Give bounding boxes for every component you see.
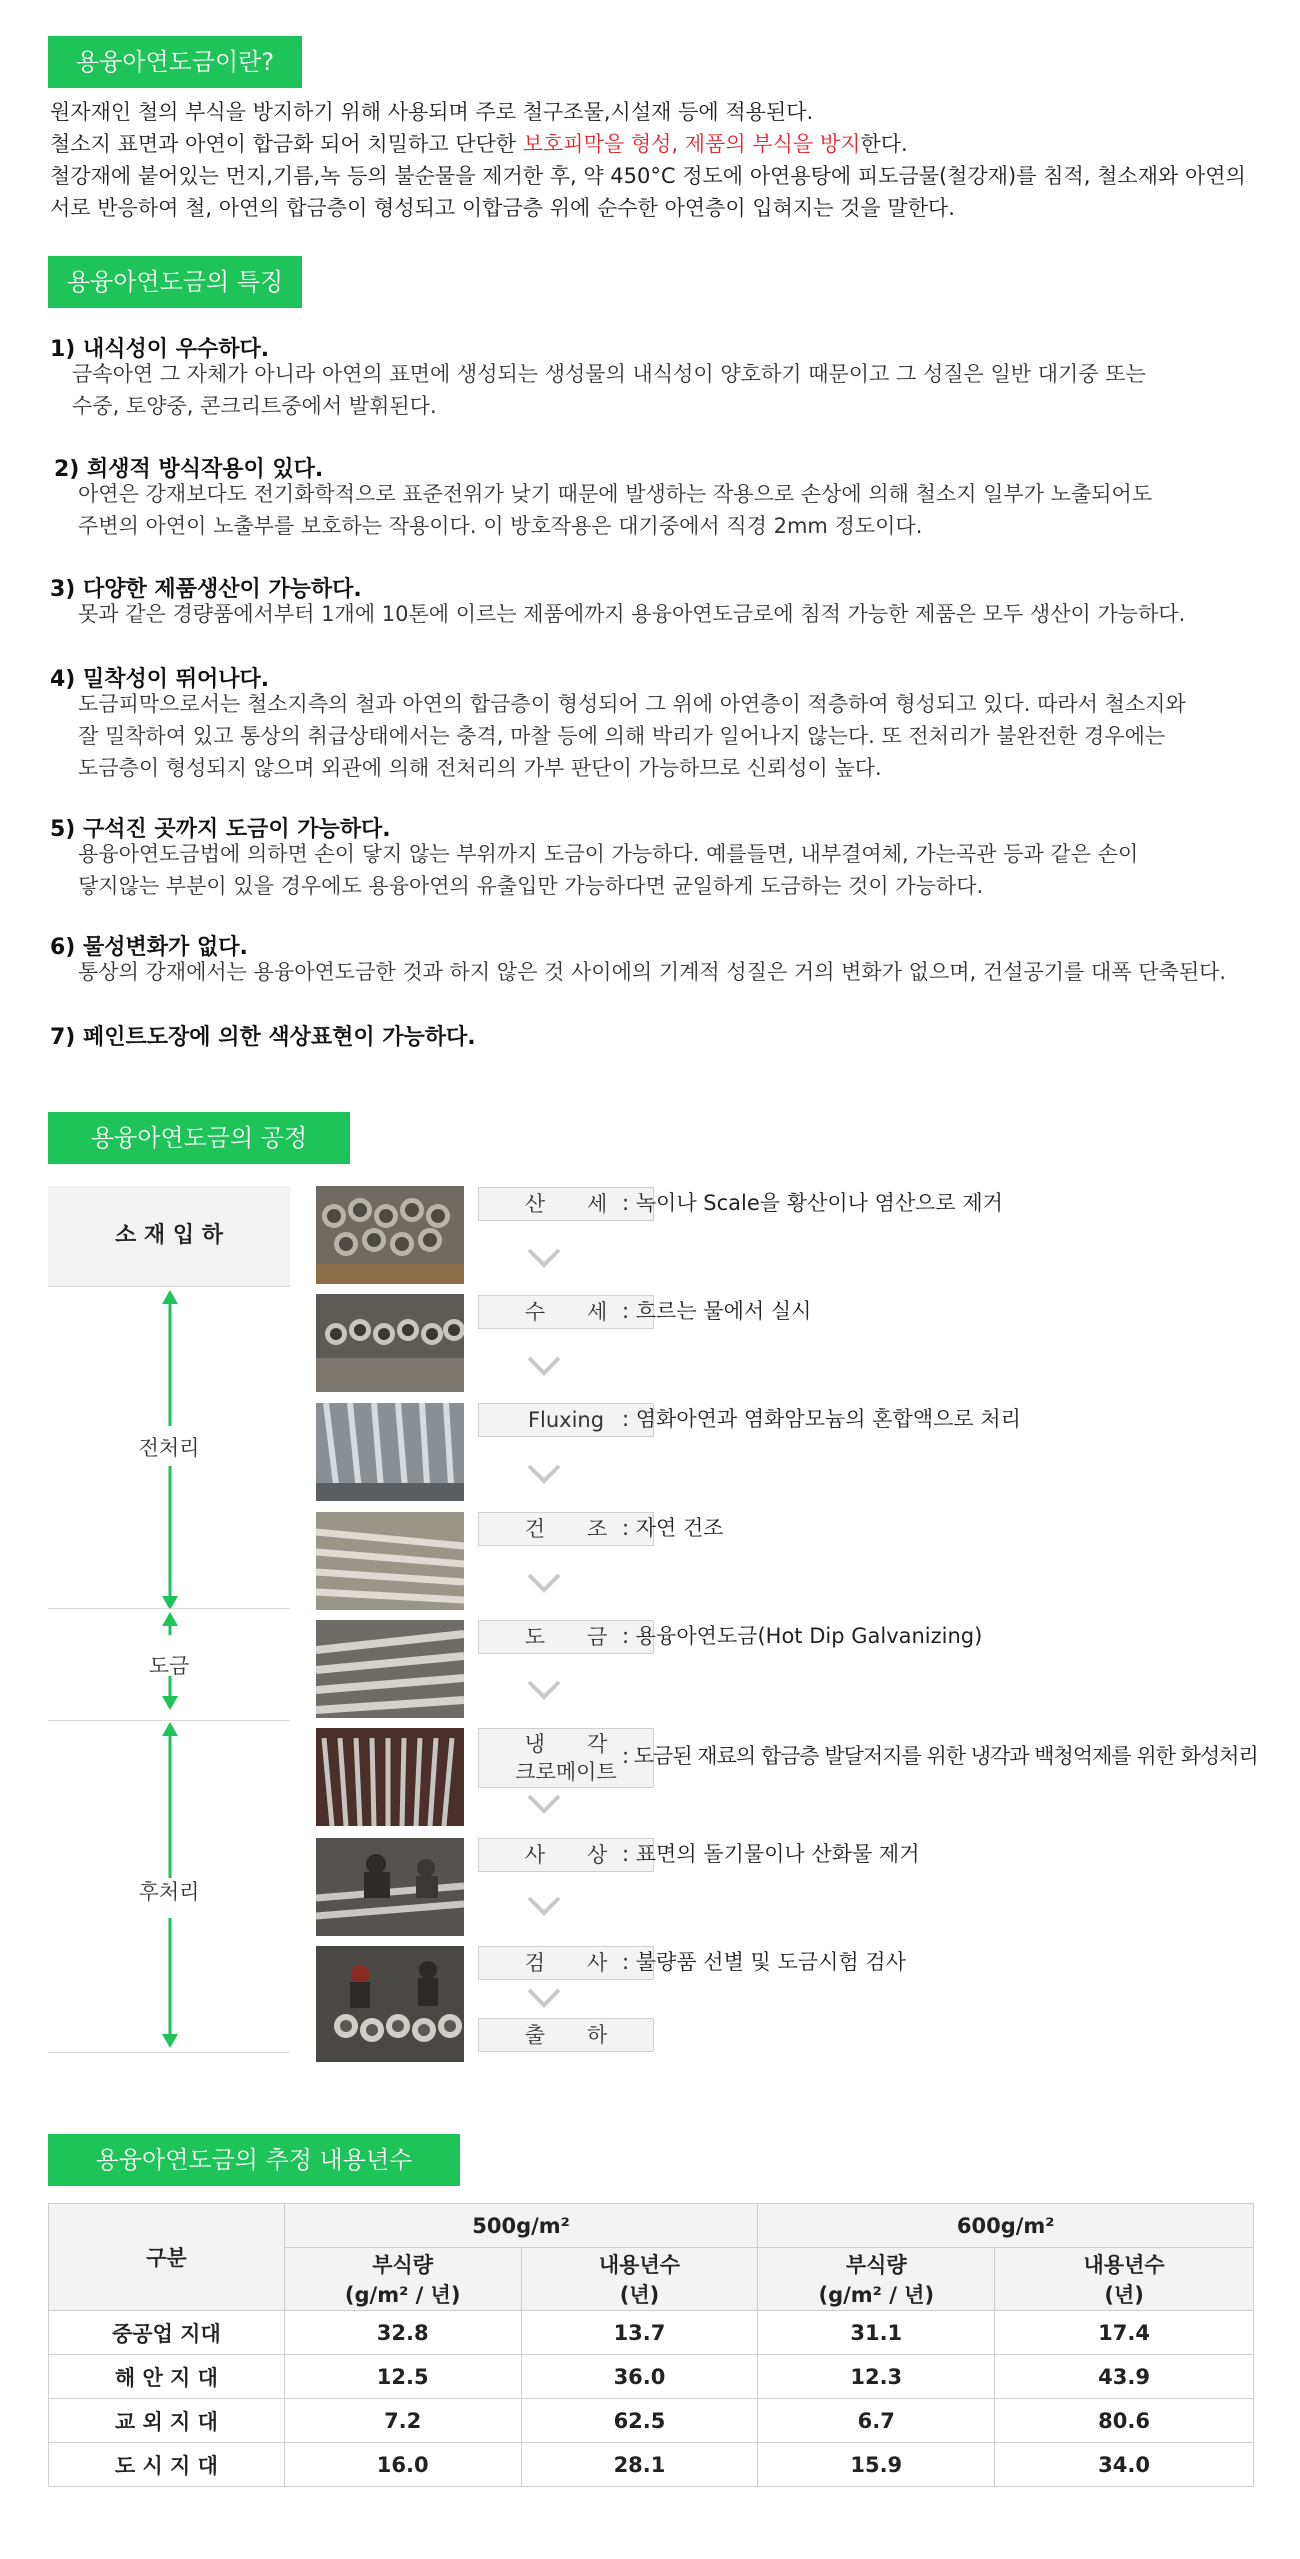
cell: 31.1: [758, 2311, 995, 2355]
side-divider: [48, 1286, 290, 1287]
sub-life-600: 내용년수 (년): [995, 2248, 1254, 2311]
cell: 6.7: [758, 2399, 995, 2443]
photo-finishing: [316, 1838, 464, 1936]
process-title-badge: 용융아연도금의 공정: [48, 1112, 350, 1164]
cell: 7.2: [284, 2399, 521, 2443]
feature-1-heading: 1) 내식성이 우수하다.: [50, 337, 270, 362]
feature-1-line-1: 금속아연 그 자체가 아니라 아연의 표면에 생성되는 생성물의 내식성이 양호하기 때문이고 그 성질은 일반 대기중 또는: [72, 362, 1146, 386]
step-galvanizing-desc: : 용융아연도금(Hot Dip Galvanizing): [622, 1624, 983, 1648]
cell: 28.1: [521, 2443, 758, 2487]
step-pickling-label: 산 세: [478, 1187, 654, 1221]
row-name: 도 시 지 대: [49, 2443, 285, 2487]
cell: 32.8: [284, 2311, 521, 2355]
chevron-down-icon: [527, 1356, 561, 1376]
step-shipping-label: 출 하: [478, 2018, 654, 2052]
feature-6-line-1: 통상의 강재에서는 용융아연도금한 것과 하지 않은 것 사이에의 기계적 성질은 거의 변화가 없으며, 건설공기를 대폭 단축된다.: [78, 960, 1227, 984]
intro-title-badge: 용융아연도금이란?: [48, 36, 302, 88]
feature-3-heading: 3) 다양한 제품생산이 가능하다.: [50, 577, 362, 602]
side-divider: [48, 2052, 290, 2053]
material-in-box: 소 재 입 하: [48, 1186, 290, 1286]
photo-cooling: [316, 1728, 464, 1826]
cell: 43.9: [995, 2355, 1254, 2399]
feature-5-heading: 5) 구석진 곳까지 도금이 가능하다.: [50, 817, 391, 842]
step-cooling-desc: : 도금된 재료의 합금층 발달저지를 위한 냉각과 백청억제를 위한 화성처리: [622, 1744, 1258, 1768]
step-finishing-label: 사 상: [478, 1838, 654, 1872]
cell: 62.5: [521, 2399, 758, 2443]
step-pickling-desc: : 녹이나 Scale을 황산이나 염산으로 제거: [622, 1191, 1003, 1215]
cell: 17.4: [995, 2311, 1254, 2355]
col-group-600: 600g/m²: [758, 2204, 1254, 2248]
feature-2-line-2: 주변의 아연이 노출부를 보호하는 작용이다. 이 방호작용은 대기중에서 직경 2mm 정도이다.: [78, 514, 923, 538]
group-label-plating: 도금: [148, 1654, 190, 1678]
feature-2-heading: 2) 희생적 방식작용이 있다.: [54, 457, 324, 482]
photo-galvanizing: [316, 1620, 464, 1718]
cell: 12.3: [758, 2355, 995, 2399]
feature-1-line-2: 수중, 토양중, 콘크리트중에서 발휘된다.: [72, 394, 437, 418]
feature-4-line-2: 잘 밀착하여 있고 통상의 취급상태에서는 충격, 마찰 등에 의해 박리가 일어나지 않는다. 또 전처리가 불완전한 경우에는: [78, 724, 1166, 748]
cell: 80.6: [995, 2399, 1254, 2443]
col-group-500: 500g/m²: [284, 2204, 758, 2248]
row-name: 중공업 지대: [49, 2311, 285, 2355]
chevron-down-icon: [527, 1794, 561, 1814]
photo-fluxing: [316, 1403, 464, 1501]
step-drying-label: 건 조: [478, 1512, 654, 1546]
chevron-down-icon: [527, 1896, 561, 1916]
sub-life-500: 내용년수 (년): [521, 2248, 758, 2311]
table-row: [49, 2443, 1254, 2487]
cell: 15.9: [758, 2443, 995, 2487]
step-rinsing-desc: : 흐르는 물에서 실시: [622, 1299, 812, 1323]
sub-corrosion-500: 부식량 (g/m² / 년): [284, 2248, 521, 2311]
photo-rinsing: [316, 1294, 464, 1392]
cell: 16.0: [284, 2443, 521, 2487]
side-divider: [48, 1720, 290, 1721]
chevron-down-icon: [527, 1573, 561, 1593]
feature-2-line-1: 아연은 강재보다도 전기화학적으로 표준전위가 낮기 때문에 발생하는 작용으로 손상에 의해 철소지 일부가 노출되어도: [78, 482, 1153, 506]
step-inspection-desc: : 불량품 선별 및 도금시험 검사: [622, 1950, 906, 1974]
cell: 34.0: [995, 2443, 1254, 2487]
group-label-posttreatment: 후처리: [138, 1880, 200, 1904]
cell: 12.5: [284, 2355, 521, 2399]
step-drying-desc: : 자연 건조: [622, 1516, 724, 1540]
step-cooling-label: 냉 각 크로메이트: [478, 1728, 654, 1788]
row-name: 교 외 지 대: [49, 2399, 285, 2443]
lifespan-table: [48, 2203, 1254, 2487]
sub-corrosion-600: 부식량 (g/m² / 년): [758, 2248, 995, 2311]
step-fluxing-desc: : 염화아연과 염화암모늄의 혼합액으로 처리: [622, 1407, 1021, 1431]
photo-inspection: [316, 1946, 464, 2062]
step-inspection-label: 검 사: [478, 1946, 654, 1980]
feature-5-line-2: 닿지않는 부분이 있을 경우에도 용융아연의 유출입만 가능하다면 균일하게 도금하는 것이 가능하다.: [78, 874, 984, 898]
step-rinsing-label: 수 세: [478, 1295, 654, 1329]
chevron-down-icon: [527, 1680, 561, 1700]
feature-4-heading: 4) 밀착성이 뛰어나다.: [50, 667, 270, 692]
feature-4-line-3: 도금층이 형성되지 않으며 외관에 의해 전처리의 가부 판단이 가능하므로 신뢰성이 높다.: [78, 756, 882, 780]
feature-4-line-1: 도금피막으로서는 철소지측의 철과 아연의 합금층이 형성되어 그 위에 아연층이 적층하여 형성되고 있다. 따라서 철소지와: [78, 692, 1186, 716]
step-fluxing-label: Fluxing: [478, 1403, 654, 1437]
photo-pickling: [316, 1186, 464, 1284]
table-row: [49, 2355, 1254, 2399]
intro-line-1: 원자재인 철의 부식을 방지하기 위해 사용되며 주로 철구조물,시설재 등에 적용된다.: [50, 100, 814, 124]
chevron-down-icon: [527, 1248, 561, 1268]
side-divider: [48, 1608, 290, 1609]
row-name: 해 안 지 대: [49, 2355, 285, 2399]
cell: 36.0: [521, 2355, 758, 2399]
group-label-pretreatment: 전처리: [138, 1436, 200, 1460]
intro-line-2: 철소지 표면과 아연이 합금화 되어 치밀하고 단단한 보호피막을 형성, 제품의 부식을 방지한다.: [50, 132, 908, 156]
feature-5-line-1: 용융아연도금법에 의하면 손이 닿지 않는 부위까지 도금이 가능하다. 예를들면, 내부결여체, 가는곡관 등과 같은 손이: [78, 842, 1139, 866]
step-finishing-desc: : 표면의 돌기물이나 산화물 제거: [622, 1842, 920, 1866]
intro-highlight: 보호피막을 형성, 제품의 부식을 방지: [522, 132, 861, 156]
feature-7-heading: 7) 페인트도장에 의한 색상표현이 가능하다.: [50, 1025, 476, 1050]
feature-3-line-1: 못과 같은 경량품에서부터 1개에 10톤에 이르는 제품에까지 용융아연도금로에 침적 가능한 제품은 모두 생산이 가능하다.: [78, 602, 1186, 626]
table-row: [49, 2399, 1254, 2443]
col-category-header: 구분: [49, 2204, 285, 2311]
table-row: [49, 2311, 1254, 2355]
photo-drying: [316, 1512, 464, 1610]
chevron-down-icon: [527, 1988, 561, 2008]
lifespan-title-badge: 용융아연도금의 추정 내용년수: [48, 2134, 460, 2186]
step-galvanizing-label: 도 금: [478, 1620, 654, 1654]
features-title-badge: 용융아연도금의 특징: [48, 256, 302, 308]
intro-line-3: 철강재에 붙어있는 먼지,기름,녹 등의 불순물을 제거한 후, 약 450°C 정도에 아연용탕에 피도금물(철강재)를 침적, 철소재와 아연의: [50, 164, 1246, 188]
feature-6-heading: 6) 물성변화가 없다.: [50, 935, 248, 960]
intro-line-4: 서로 반응하여 철, 아연의 합금층이 형성되고 이합금층 위에 순수한 아연층이 입혀지는 것을 말한다.: [50, 196, 955, 220]
cell: 13.7: [521, 2311, 758, 2355]
chevron-down-icon: [527, 1464, 561, 1484]
